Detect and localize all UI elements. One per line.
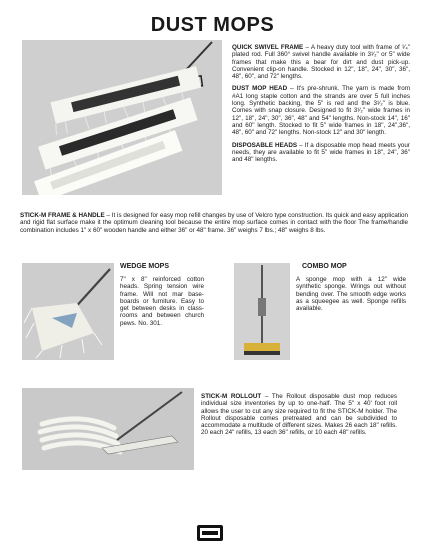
wedge-mops-heading: WEDGE MOPS [120, 263, 170, 270]
wedge-mops-body: 7" x 8" reinforced cotton heads. Spring tension wire frame. Will not mar base-boards or furniture. Easy to get between desks in class-rooms and between church pews. No. 301. [120, 276, 204, 327]
quick-swivel-body: – A heavy duty tool with frame of ¹⁄₄" plated rod. Full 360° swivel handle available in 3¹⁄₂" or 5" wide frames that make this a bear for dirt and dust pick-up. Convenient clip-on handle. Stocked in 12", 18", 24", 30", 36", 48", 60", and 72" lengths. [232, 44, 411, 81]
wedge-mop-photo [22, 263, 114, 360]
dust-mop-head-heading: DUST MOP HEAD [232, 85, 288, 93]
stick-m-frame-paragraph [20, 212, 408, 234]
dust-mop-head-paragraph [232, 85, 410, 136]
company-logo-bar [202, 531, 218, 535]
dust-mops-photo [22, 40, 222, 195]
right-column-text [232, 44, 410, 168]
stick-m-rollout-heading: STICK-M ROLLOUT [201, 393, 262, 400]
wedge-mop-illustration [22, 263, 114, 360]
stick-m-rollout-paragraph [201, 393, 397, 437]
stick-m-rollout-body: – The Rollout disposable dust mop reduces individual size inventories by up to one-half. The 5" x 40' foot roll allows the user to cut any size required to fit the STICK-M holder. The Rollout disposable comes pretreated and can be subdivided to accommodate a multitude of different sizes. Makes 26 each 18" refills. 20 each 24" refills, 13 each 36" refills, or 10 each 48" refills. [201, 393, 398, 437]
quick-swivel-heading: QUICK SWIVEL FRAME [232, 44, 304, 51]
combo-mop-section [296, 263, 406, 312]
disposable-heads-heading: DISPOSABLE HEADS [232, 141, 298, 149]
combo-mop-photo [234, 263, 290, 360]
stick-m-frame-body: – It is designed for easy mop refill changes by use of Velcro type construction. Its quick and easy application and rigid flat surface make it the optimum cleaning tool because the entire mop surface comes in contact with the floor The frame/handle combination includes 1" x 60" wooden handle and either 36" or 48" frame. 36" weighs 7 lbs.; 48" weighs 8 lbs. [20, 212, 408, 234]
dust-mops-illustration [22, 40, 222, 195]
stick-m-frame-heading: STICK-M FRAME & HANDLE [20, 212, 105, 219]
quick-swivel-paragraph [232, 44, 410, 80]
rollout-photo [22, 388, 194, 470]
company-logo [197, 525, 223, 541]
wedge-mops-section [120, 263, 204, 327]
combo-mop-illustration [234, 263, 290, 360]
rollout-illustration [22, 388, 194, 470]
dust-mop-head-body: – It's pre-shrunk. The yarn is made from #A1 long staple cotton and the strands are over 5 full inches long. Synthetic backing, the 5" is red and the 3¹⁄₂" is blue. Comes with snap closure. Designed to fit 3¹⁄₂" wide frames in 12", 18", 24", 30", 36", 48" and 54" lengths. Non-stock 14", 16" and 60" length. Stocked to fit 5" wide frames in 18", 24",36", 48", 60" and 72" lengths. Non-stock 12" and 30" length. [232, 85, 410, 137]
page-title: DUST MOPS [150, 14, 275, 36]
disposable-heads-body: – If a disposable mop head meets your needs, they are available to fit 5" wide frames in 18", 24", 36" and 48" lengths. [232, 141, 410, 164]
disposable-heads-paragraph [232, 142, 410, 164]
combo-mop-body: A sponge mop with a 12" wide synthetic sponge. Wrings out without bending over. The smooth edge works as a squeegee as well. Sponge refills available. [296, 276, 406, 313]
combo-mop-heading: COMBO MOP [302, 263, 347, 270]
